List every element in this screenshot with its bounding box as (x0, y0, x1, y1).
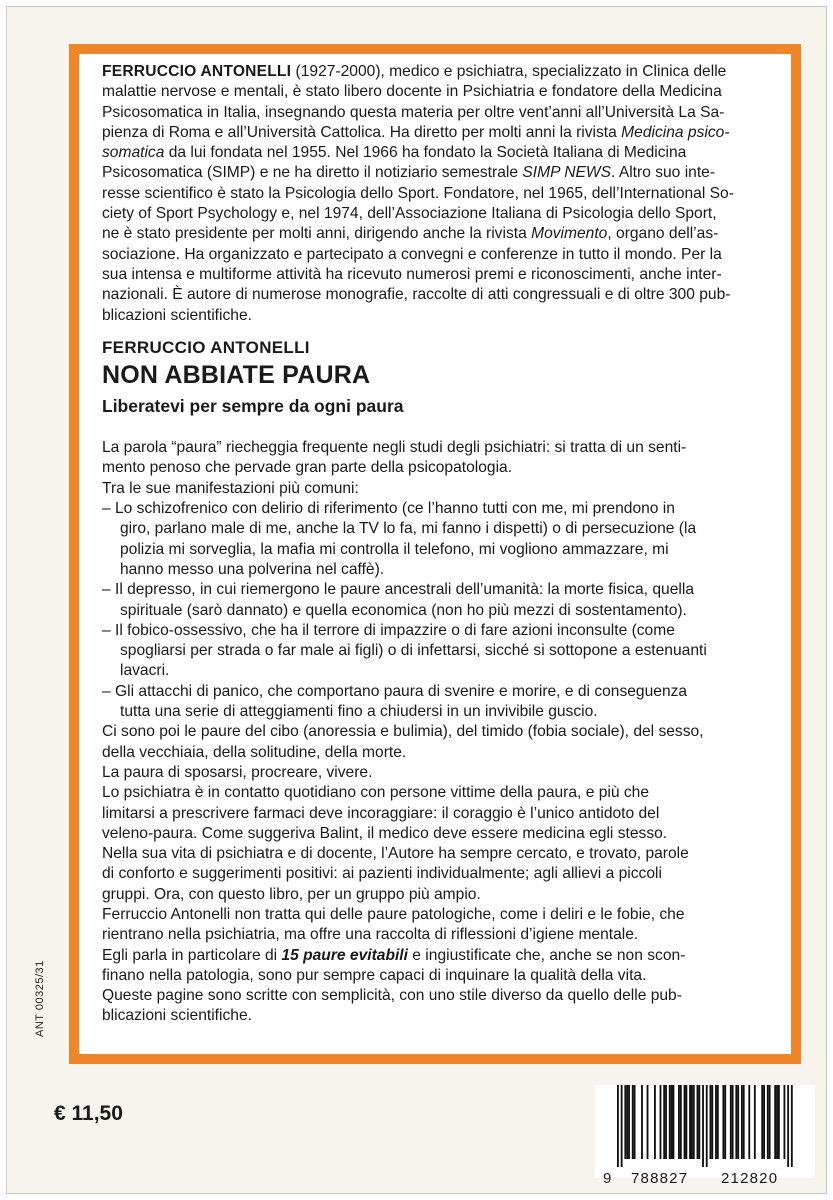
barcode-bar (698, 1085, 700, 1159)
bio-line: nazionali. È autore di numerose monografie, raccolte di atti congressuali e di oltre 300 pub- (102, 286, 731, 304)
barcode-bar (663, 1085, 665, 1159)
bio-line: sociazione. Ha organizzato e partecipato a convegni e conferenze in tutto il mondo. Per la (102, 245, 722, 263)
barcode-bar (665, 1085, 667, 1159)
barcode-bar (654, 1085, 656, 1159)
barcode-bar (754, 1085, 756, 1159)
bio-line: . Altro suo inte- (611, 164, 716, 182)
bio-line: Psicosomatica in Italia, insegnando questa materia per oltre vent’anni all’Università La Sa- (102, 103, 725, 121)
text-line: spogliarsi per strada o far male ai figli) o di infettarsi, sicché si sottopone a estenuanti (120, 642, 707, 660)
paragraph (102, 905, 777, 946)
bio-line: Psicosomatica (SIMP) e ne ha diretto il notiziario semestrale (102, 164, 523, 182)
barcode-bar (702, 1085, 704, 1167)
barcode-bar (689, 1085, 691, 1159)
bio-line: (1927-2000), medico e psichiatra, specializzato in Clinica delle (295, 63, 727, 80)
barcode-bar (693, 1085, 695, 1159)
text-line: della vecchiaia, della solitudine, della morte. (102, 743, 407, 761)
text-line: finano nella patologia, sono pur sempre capaci di inquinare la qualità della vita. (102, 966, 647, 984)
blurb (102, 438, 777, 1027)
barcode-bar (774, 1085, 776, 1159)
barcode-bar (678, 1085, 680, 1159)
barcode-bar (673, 1085, 675, 1159)
text-line: Egli parla in particolare di (102, 946, 282, 964)
barcode-bar (685, 1085, 687, 1159)
price: € 11,50 (54, 1102, 123, 1125)
text-line: veleno-paura. Come suggeriva Balint, il medico deve essere medicina egli stesso. (102, 824, 668, 842)
barcode-bar (722, 1085, 724, 1159)
barcode-bar (791, 1085, 793, 1167)
barcode-bar (769, 1085, 771, 1159)
barcode-bar (761, 1085, 763, 1159)
orange-frame (69, 44, 801, 1064)
barcode-bar (691, 1085, 693, 1159)
barcode-bar (741, 1085, 743, 1159)
list-item (102, 621, 777, 682)
barcode-bar (624, 1085, 626, 1159)
bio-line: sua intensa e multiforme attività ha ricevuto numerosi premi e riconoscimenti, anche inter- (102, 265, 722, 283)
paragraph (102, 438, 777, 479)
text-line: mento penoso che pervade gran parte della psicopatologia. (102, 459, 513, 477)
text-line: lavacri. (120, 662, 170, 680)
isbn-group-2: 212820 (721, 1170, 779, 1187)
paragraph (102, 946, 777, 987)
list-item (102, 682, 777, 723)
bio-author-name: FERRUCCIO ANTONELLI (102, 63, 292, 80)
text-line: Ferruccio Antonelli non tratta qui delle paure patologiche, come i deliri e le fobie, che (102, 905, 685, 923)
barcode-bar (706, 1085, 708, 1167)
text-line: – Gli attacchi di panico, che comportano paura di svenire e morire, e di conseguenza (102, 682, 688, 700)
bio-journal-title-end: somatica (102, 144, 165, 162)
text-line: blicazioni scientifiche. (102, 1007, 252, 1025)
content (102, 62, 777, 1027)
paragraph (102, 844, 777, 905)
barcode-bar (671, 1085, 673, 1159)
catalog-code: ANT 00325/31 (34, 960, 46, 1037)
text-line: limitarsi a prescrivere farmaci deve incoraggiare: il coraggio è l’unico antidoto del (102, 804, 660, 822)
barcode-bar (626, 1085, 628, 1159)
barcode-bar (717, 1085, 719, 1159)
bio-journal-title: Medicina psico- (621, 123, 730, 141)
text-line: e ingiustificate che, anche se non scon- (407, 946, 686, 964)
bio-line: resse scientifico è stato la Psicologia dello Sport. Fondatore, nel 1965, dell’International So- (102, 184, 734, 202)
paragraph (102, 722, 777, 763)
text-line: Ci sono poi le paure del cibo (anoressia e bulimia), del timido (fobia sociale), del sesso, (102, 723, 704, 741)
barcode-bar (669, 1085, 671, 1159)
barcode-bar (641, 1085, 643, 1159)
paragraph: Tra le sue manifestazioni più comuni: (102, 479, 359, 497)
text-line: gruppi. Ora, con questo libro, per un gruppo più ampio. (102, 885, 481, 903)
isbn-barcode (595, 1085, 815, 1187)
barcode-bar (763, 1085, 765, 1159)
bio-line: ne è stato presidente per molti anni, dirigendo anche la rivista (102, 225, 532, 243)
text-line: giro, parlano male di me, anche la TV lo fa, mi fanno i dispetti) o di persecuzione (la (120, 520, 697, 538)
barcode-bar (776, 1085, 778, 1159)
bio-line: da lui fondata nel 1955. Nel 1966 ha fondato la Società Italiana di Medicina (168, 144, 687, 162)
text-line: Lo psichiatra è in contatto quotidiano con persone vittime della paura, e più che (102, 784, 649, 802)
barcode-bar (660, 1085, 662, 1159)
text-line: – Il fobico-ossessivo, che ha il terrore di impazzire o di fare azioni inconsulte (come (102, 621, 675, 639)
paragraph (102, 986, 777, 1027)
author-biography (102, 62, 777, 326)
barcode-bar (617, 1085, 619, 1167)
barcode-bar (634, 1085, 636, 1159)
barcode-bar (621, 1085, 623, 1167)
barcode-bar (767, 1085, 769, 1159)
highlight-15-fears: 15 paure evitabili (281, 946, 408, 964)
text-line: rientrano nella psichiatria, ma offre una raccolta di riflessioni d’igiene mentale. (102, 926, 639, 944)
barcode-bar (711, 1085, 713, 1159)
barcode-bar (724, 1085, 726, 1159)
bio-magazine-title: Movimento (531, 225, 608, 243)
book-title: NON ABBIATE PAURA (102, 361, 371, 390)
barcode-bar (732, 1085, 734, 1159)
text-line: spirituale (sarò dannato) e quella economica (non ho più mezzi di sostentamento). (120, 601, 687, 619)
bio-line: , organo dell’as- (607, 225, 719, 243)
isbn-first-digit: 9 (603, 1170, 613, 1187)
bio-newsletter-title: SIMP NEWS (522, 164, 612, 182)
isbn-group-1: 788827 (631, 1170, 689, 1187)
barcode-bar (647, 1085, 649, 1159)
barcode-bar (784, 1085, 786, 1159)
barcode-bar (684, 1085, 686, 1159)
barcode-bar (680, 1085, 682, 1159)
book-subtitle: Liberatevi per sempre da ogni paura (102, 396, 404, 417)
book-back-cover (6, 6, 827, 1194)
bio-line: ciety of Sport Psychology e, nel 1974, dell’Associazione Italiana di Psicologia dello Sport, (102, 205, 717, 223)
barcode-bar (710, 1085, 712, 1159)
barcode-bar (715, 1085, 717, 1159)
barcode-bar (778, 1085, 780, 1159)
text-line: di conforto e suggerimenti positivi: ai pazienti individualmente; agli allievi a piccoli (102, 865, 662, 883)
text-panel (78, 53, 792, 1055)
text-line: – Lo schizofrenico con delirio di riferimento (ce l’hanno tutti con me, mi prendono in (102, 500, 675, 518)
text-line: La parola “paura” riecheggia frequente negli studi degli psichiatri: si tratta di un senti- (102, 439, 687, 457)
book-author: FERRUCCIO ANTONELLI (102, 337, 310, 357)
list-item (102, 499, 777, 580)
barcode-bar (787, 1085, 789, 1167)
barcode-bars (595, 1085, 815, 1167)
bio-line: pienza di Roma e all’Università Cattolica. Ha diretto per molti anni la rivista (102, 123, 622, 141)
barcode-bar (730, 1085, 732, 1159)
barcode-bar (743, 1085, 745, 1159)
text-line: – Il depresso, in cui riemergono le paure ancestrali dell’umanità: la morte fisica, quella (102, 581, 694, 599)
text-line: polizia mi sorveglia, la mafia mi controlla il telefono, mi vogliono ammazzare, mi (120, 540, 669, 558)
barcode-bar (697, 1085, 699, 1159)
text-line: Nella sua vita di psichiatra e di docente, l’Autore ha sempre cercato, e trovato, parole (102, 845, 689, 863)
list-item (102, 580, 777, 621)
barcode-bar (748, 1085, 750, 1159)
bio-line: blicazioni scientifiche. (102, 306, 252, 324)
text-line: tutta una serie di atteggiamenti fino a chiudersi in un invivibile guscio. (120, 703, 598, 721)
barcode-bar (737, 1085, 739, 1159)
text-line: hanno messo una polverina nel caffè). (120, 560, 385, 578)
barcode-bar (628, 1085, 630, 1159)
paragraph: La paura di sposarsi, procreare, vivere. (102, 763, 373, 781)
paragraph (102, 783, 777, 844)
bio-line: malattie nervose e mentali, è stato libero docente in Psichiatria e fondatore della Medicina (102, 83, 722, 101)
barcode-bar (735, 1085, 737, 1159)
barcode-bar (632, 1085, 634, 1159)
text-line: Queste pagine sono scritte con semplicità, con uno stile diverso da quello delle pub- (102, 987, 682, 1005)
